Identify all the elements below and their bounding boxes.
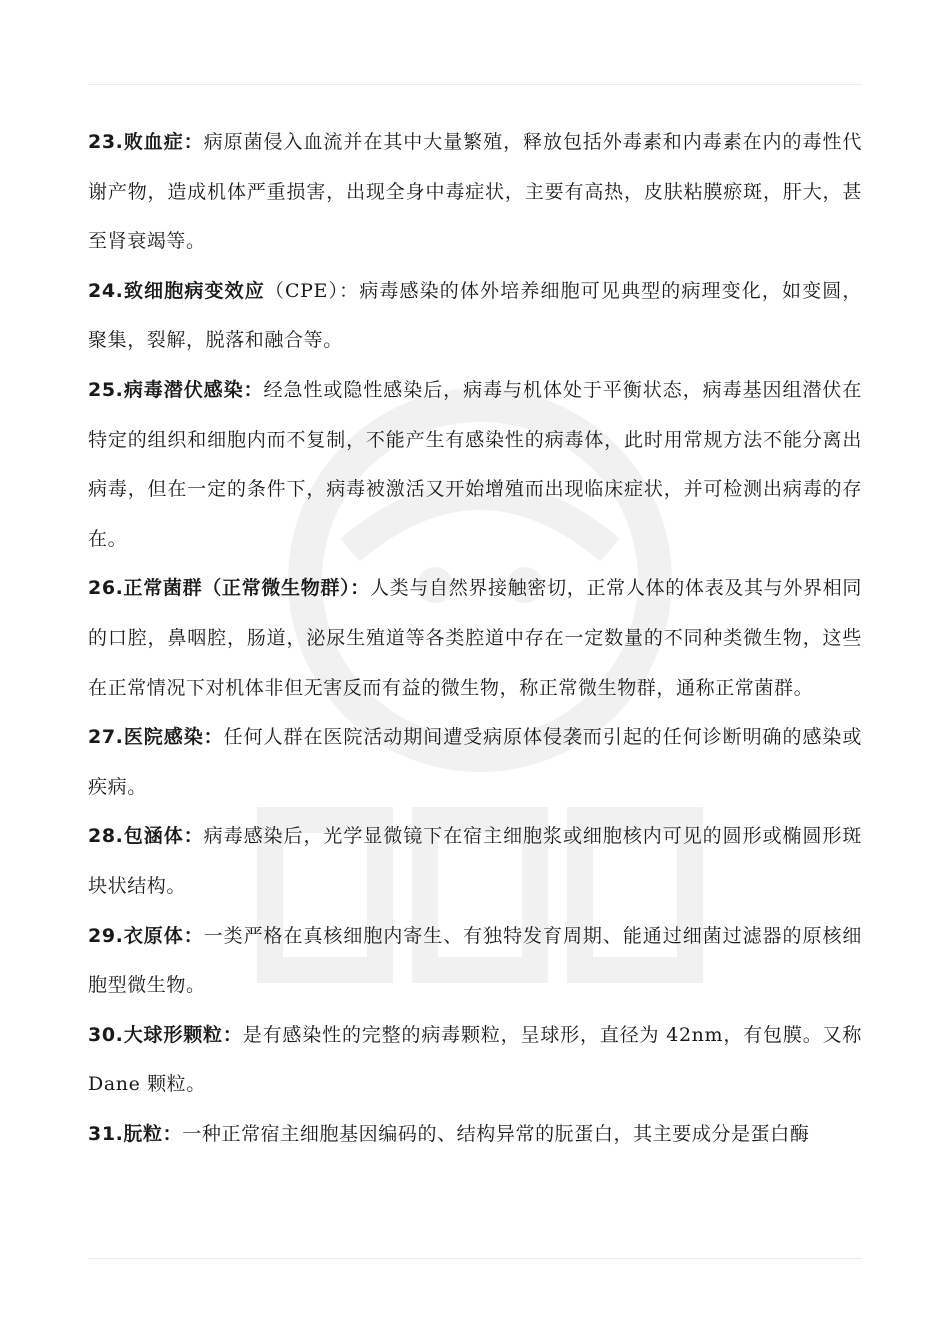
entry-term: 29.衣原体： xyxy=(88,924,204,947)
entry-23 xyxy=(88,118,862,267)
footer-rule xyxy=(88,1258,862,1259)
entry-25 xyxy=(88,366,862,564)
entry-26 xyxy=(88,564,862,713)
entry-text: 一种正常宿主细胞基因编码的、结构异常的朊蛋白，其主要成分是蛋白酶 xyxy=(182,1122,810,1145)
glossary-content xyxy=(88,118,862,1159)
entry-term: 27.医院感染： xyxy=(88,726,224,749)
header-rule xyxy=(88,84,862,85)
entry-text: 病原菌侵入血流并在其中大量繁殖，释放包括外毒素和内毒素在内的毒性代谢产物，造成机体严重损害，出现全身中毒症状，主要有高热，皮肤粘膜瘀斑，肝大，甚至肾衰竭等。 xyxy=(88,131,863,253)
entry-31 xyxy=(88,1110,862,1160)
entry-term: 26.正常菌群（正常微生物群）： xyxy=(88,577,370,600)
entry-text: 人类与自然界接触密切，正常人体的体表及其与外界相同的口腔，鼻咽腔，肠道，泌尿生殖道等各类腔道中存在一定数量的不同种类微生物，这些在正常情况下对机体非但无害反而有益的微生物，称正常微生物群，通称正常菌群。 xyxy=(88,577,862,699)
entry-text: 经急性或隐性感染后，病毒与机体处于平衡状态，病毒基因组潜伏在特定的组织和细胞内而不复制，不能产生有感染性的病毒体，此时用常规方法不能分离出病毒，但在一定的条件下，病毒被激活又开始增殖而出现临床症状，并可检测出病毒的存在。 xyxy=(88,378,862,550)
entry-term: 31.朊粒： xyxy=(88,1122,183,1145)
entry-text: 病毒感染后，光学显微镜下在宿主细胞浆或细胞核内可见的圆形或椭圆形斑块状结构。 xyxy=(88,825,863,897)
entry-30 xyxy=(88,1011,862,1110)
entry-28 xyxy=(88,812,862,911)
entry-term: 30.大球形颗粒： xyxy=(88,1023,243,1046)
entry-text: 任何人群在医院活动期间遭受病原体侵袭而引起的任何诊断明确的感染或疾病。 xyxy=(88,726,862,798)
entry-term: 24.致细胞病变效应 xyxy=(88,279,265,302)
entry-text: 是有感染性的完整的病毒颗粒，呈球形，直径为 42nm，有包膜。又称 Dane 颗粒。 xyxy=(88,1023,862,1096)
entry-24 xyxy=(88,267,862,366)
entry-term: 25.病毒潜伏感染： xyxy=(88,378,264,401)
entry-27 xyxy=(88,713,862,812)
entry-term: 28.包涵体： xyxy=(88,825,204,848)
entry-29 xyxy=(88,912,862,1011)
entry-term: 23.败血症： xyxy=(88,131,204,153)
entry-text: （CPE）：病毒感染的体外培养细胞可见典型的病理变化，如变圆，聚集，裂解，脱落和融合等。 xyxy=(88,279,862,352)
entry-text: 一类严格在真核细胞内寄生、有独特发育周期、能通过细菌过滤器的原核细胞型微生物。 xyxy=(88,924,863,997)
